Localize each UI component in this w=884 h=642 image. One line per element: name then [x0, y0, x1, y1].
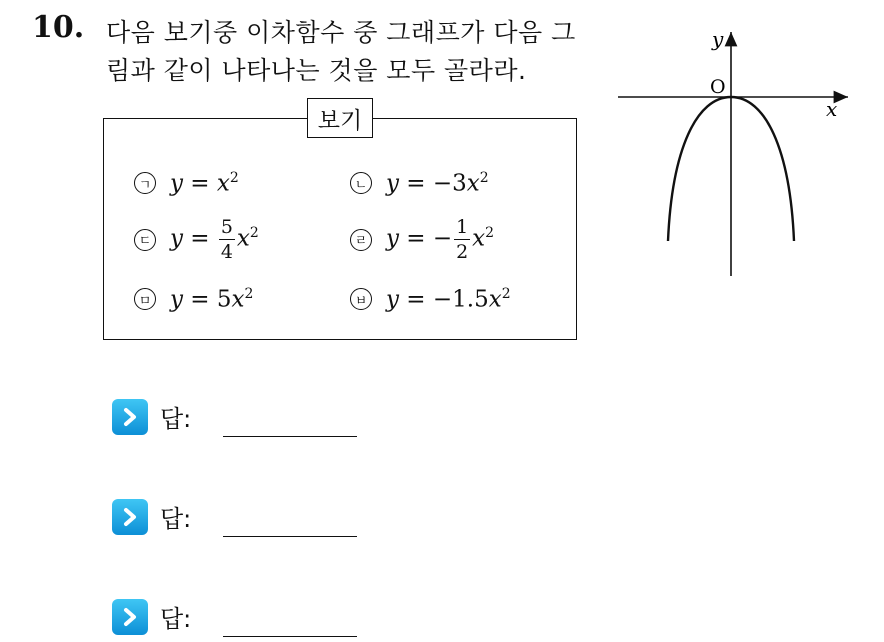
choice-3-equation: y = $\frac{5}{4}$ $x^2$: [170, 216, 259, 263]
answer-row-1: [112, 396, 357, 437]
answer-label: 답:: [160, 605, 192, 633]
answer-row-2: [112, 496, 357, 537]
choice-3-mark: ㄷ: [134, 229, 156, 251]
choice-6: [350, 286, 511, 313]
choice-1: [134, 170, 239, 197]
origin-label: O: [710, 76, 726, 98]
answer-blank[interactable]: [223, 408, 357, 437]
answer-row-3: [112, 596, 357, 637]
choice-1-equation: $y = x^2$: [170, 170, 239, 197]
choice-2: [350, 170, 489, 197]
chevron-right-icon: [112, 399, 148, 435]
x-axis-label: x: [826, 97, 838, 121]
y-axis-label: y: [712, 28, 724, 51]
answer-label: 답:: [160, 505, 192, 533]
choice-5: [134, 286, 253, 313]
choice-6-mark: ㅂ: [350, 288, 372, 310]
answer-label: 답:: [160, 405, 192, 433]
chevron-right-icon: [112, 599, 148, 635]
choice-5-mark: ㅁ: [134, 288, 156, 310]
choices-box-title: 보기: [307, 98, 373, 138]
choice-4-equation: y = − $\frac{1}{2}$ $x^2$: [386, 216, 495, 263]
question-text: [106, 14, 596, 90]
choice-4: [350, 216, 494, 263]
question-number: 10.: [32, 10, 85, 45]
answer-blank[interactable]: [223, 508, 357, 537]
choice-1-mark: ㄱ: [134, 172, 156, 194]
parabola-graph: [612, 28, 852, 278]
choice-2-equation: $y = -3x^2$: [386, 170, 489, 197]
question-line-2: 림과 같이 나타나는 것을 모두 골라라.: [106, 56, 527, 85]
choice-3: [134, 216, 259, 263]
choice-4-mark: ㄹ: [350, 229, 372, 251]
answer-blank[interactable]: [223, 608, 357, 637]
choice-5-equation: $y = 5x^2$: [170, 286, 254, 313]
chevron-right-icon: [112, 499, 148, 535]
choice-2-mark: ㄴ: [350, 172, 372, 194]
choice-6-equation: $y = -1.5x^2$: [386, 286, 511, 313]
question-line-1: 다음 보기중 이차함수 중 그래프가 다음 그: [106, 18, 576, 47]
